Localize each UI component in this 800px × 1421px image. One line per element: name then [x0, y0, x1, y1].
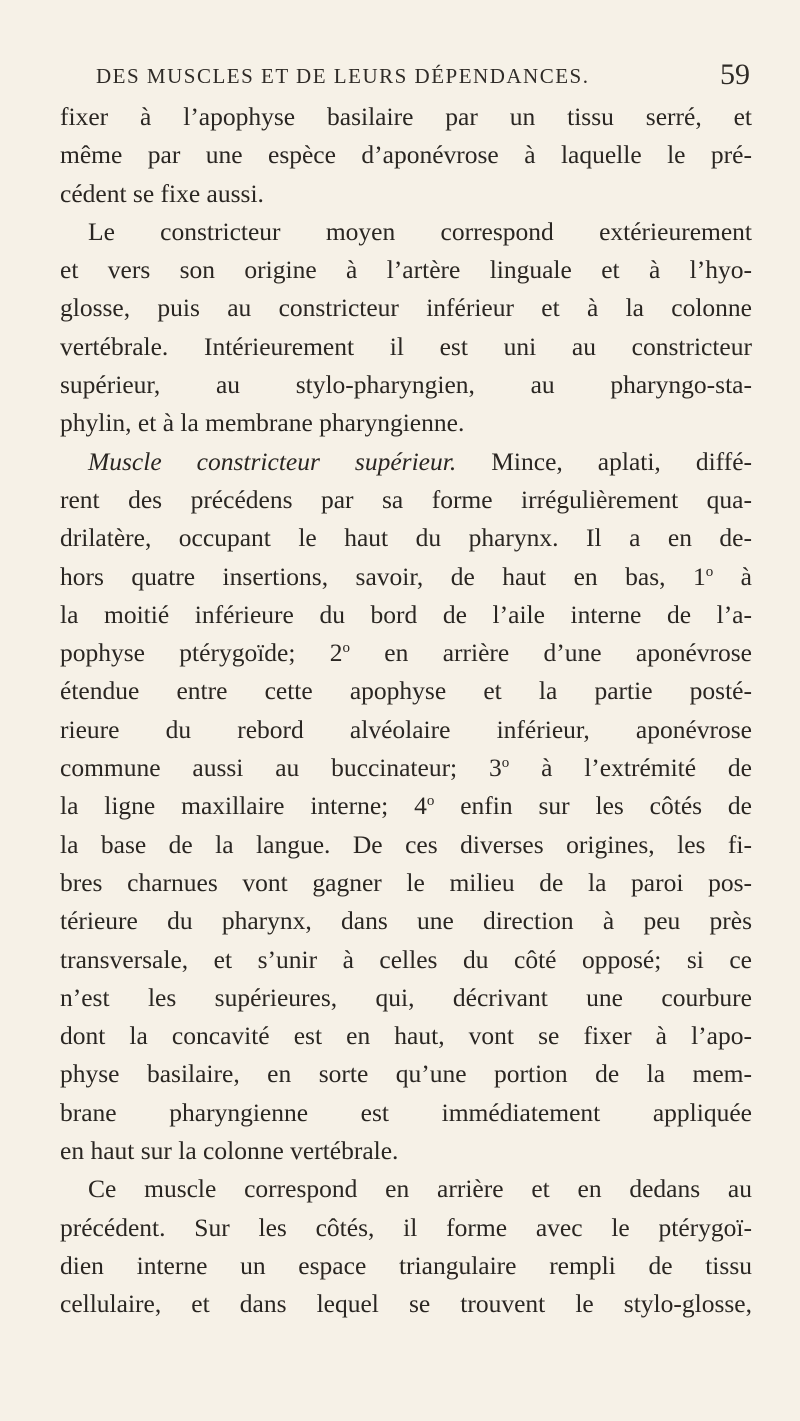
- text-line: [60, 558, 752, 596]
- text-line: dont la concavité est en haut, vont se fixer à l’apo-: [60, 1021, 752, 1051]
- text-line: térieure du pharynx, dans une direction à peu près: [60, 906, 752, 936]
- text-line: Le constricteur moyen correspond extérieurement: [88, 216, 752, 246]
- text-line: la moitié inférieure du bord de l’aile interne de l’a-: [60, 599, 752, 629]
- text-line: la base de la langue. De ces diverses origines, les fi-: [60, 829, 752, 859]
- running-head: DES MUSCLES ET DE LEURS DÉPENDANCES.: [96, 64, 590, 88]
- text-run: enfin sur les côtés de: [434, 791, 752, 821]
- text-line: brane pharyngienne est immédiatement appliquée: [60, 1097, 752, 1127]
- text-line: même par une espèce d’aponévrose à laquelle le pré-: [60, 140, 752, 170]
- text-line: phylin, et à la membrane pharyngienne.: [60, 408, 465, 438]
- text-line: [60, 634, 752, 672]
- text-line: dien interne un espace triangulaire rempli de tissu: [60, 1250, 752, 1280]
- text-run: pophyse ptérygoïde; 2: [60, 638, 343, 668]
- text-line: transversale, et s’unir à celles du côté opposé; si ce: [60, 944, 752, 974]
- text-line: étendue entre cette apophyse et la partie posté-: [60, 676, 752, 706]
- body-text: [60, 98, 752, 1324]
- text-line: rieure du rebord alvéolaire inférieur, aponévrose: [60, 714, 752, 744]
- text-line: précédent. Sur les côtés, il forme avec le ptérygoï-: [60, 1212, 752, 1242]
- text-line: Ce muscle correspond en arrière et en dedans au: [88, 1174, 752, 1204]
- text-line: fixer à l’apophyse basilaire par un tissu serré, et: [60, 102, 752, 131]
- text-line: vertébrale. Intérieurement il est uni au constricteur: [60, 331, 752, 361]
- text-line: et vers son origine à l’artère linguale et à l’hyo-: [60, 255, 752, 285]
- text-line: n’est les supérieures, qui, décrivant une courbure: [60, 982, 752, 1012]
- text-run: Mince, aplati, diffé-: [456, 446, 753, 476]
- text-run: commune aussi au buccinateur; 3: [60, 753, 502, 783]
- text-line: bres charnues vont gagner le milieu de la paroi pos-: [60, 867, 752, 897]
- text-line: drilatère, occupant le haut du pharynx. Il a en de-: [60, 523, 752, 553]
- text-run: la ligne maxillaire interne; 4: [60, 791, 427, 821]
- text-run: en arrière d’une aponévrose: [350, 638, 753, 668]
- text-line: en haut sur la colonne vertébrale.: [60, 1136, 399, 1166]
- text-line: [60, 749, 752, 787]
- page-number: 59: [720, 58, 750, 91]
- text-run: à: [713, 561, 752, 591]
- text-line: cellulaire, et dans lequel se trouvent le stylo-glosse,: [60, 1289, 752, 1319]
- text-line: glosse, puis au constricteur inférieur et à la colonne: [60, 293, 752, 323]
- text-line: physe basilaire, en sorte qu’une portion de la mem-: [60, 1059, 752, 1089]
- text-line: rent des précédens par sa forme irrégulièrement qua-: [60, 484, 752, 514]
- text-line: supérieur, au stylo-pharyngien, au pharyngo-sta-: [60, 370, 752, 400]
- text-line: [60, 787, 752, 825]
- text-run: à l’extrémité de: [509, 753, 752, 783]
- text-line: cédent se fixe aussi.: [60, 178, 264, 208]
- ordinal-mark: o: [426, 793, 435, 810]
- text-run: hors quatre insertions, savoir, de haut en bas, 1: [60, 561, 706, 591]
- ordinal-mark: o: [342, 640, 350, 657]
- section-heading: Muscle constricteur supérieur.: [88, 446, 457, 476]
- text-line: [60, 443, 752, 481]
- ordinal-mark: o: [705, 563, 714, 580]
- ordinal-mark: o: [501, 755, 510, 772]
- page-header: [96, 60, 750, 96]
